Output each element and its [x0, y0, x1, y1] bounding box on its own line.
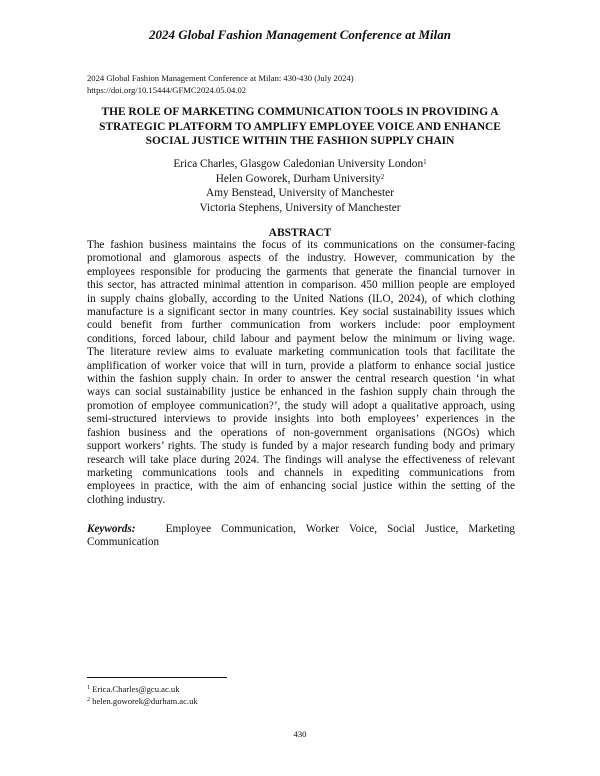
email-link[interactable]: helen.goworek@durham.ac.uk: [92, 696, 198, 706]
footnote-marker: 1: [423, 158, 427, 166]
abstract-heading: ABSTRACT: [268, 227, 332, 239]
abstract-line: amplification of worker voice that will in turn, provide a platform to enhance social justice: [87, 359, 515, 372]
abstract-line: could benefit from further communication from workers include: poor employment: [87, 319, 515, 332]
abstract-line: within the fashion supply chain. In order to answer the central research question ‘in what: [87, 373, 515, 386]
author-name: Helen Goworek, Durham University: [215, 172, 381, 185]
abstract-line: employees in practice, with the aim of enhancing social justice within the setting of the: [87, 480, 515, 493]
title-line: SOCIAL JUSTICE WITHIN THE FASHION SUPPLY CHAIN: [145, 135, 455, 147]
abstract-line: this sector, has attracted minimal attention in comparison. 450 million people are employed: [87, 279, 515, 292]
abstract-line: semi-structured interviews to provide insights into both employees’ experiences in the: [87, 413, 515, 426]
author-line: [0, 172, 600, 187]
author-name: Erica Charles, Glasgow Caledonian University London: [173, 158, 424, 170]
abstract-line: fashion business and the operations of non-government organisations (NGOs) which: [87, 426, 515, 439]
keywords-list: Employee Communication, Worker Voice, Social Justice, Marketing: [165, 523, 516, 535]
footnote: [87, 695, 387, 707]
doi-link[interactable]: https://doi.org/10.15444/GFMC2024.05.04.02: [87, 85, 247, 95]
paper-title: [80, 105, 520, 149]
abstract-line: research will take place during 2024. The findings will analyse the effectiveness of relevant: [87, 453, 515, 466]
title-line: THE ROLE OF MARKETING COMMUNICATION TOOLS IN PROVIDING A: [101, 106, 499, 118]
author-name: Amy Benstead, University of Manchester: [206, 187, 394, 199]
abstract-line: conditions, forced labour, child labour and payment below the minimum or living wage.: [87, 332, 515, 345]
abstract-line: clothing industry.: [87, 493, 166, 506]
author-name: Victoria Stephens, University of Manchester: [199, 201, 401, 214]
abstract-line: marketing communications tools and channels in expediting communications from: [87, 466, 515, 479]
page-number: 430: [293, 729, 307, 739]
title-line: STRATEGIC PLATFORM TO AMPLIFY EMPLOYEE VOICE AND ENHANCE: [99, 120, 501, 133]
author-line: [0, 157, 600, 172]
abstract-line: promotional and glamorous aspects of the industry. However, communication by the: [87, 252, 515, 265]
footnote-marker: 1: [87, 685, 90, 691]
abstract-body: [87, 239, 515, 507]
abstract-line: employees responsible for producing the garments that generate the financial turnover in: [87, 265, 515, 278]
abstract-line: support workers’ rights. The study is funded by a major research funding body and primary: [87, 440, 515, 453]
abstract-line: The fashion business maintains the focus of its communications on the consumer-facing: [87, 239, 515, 251]
footnote-marker: 2: [87, 697, 90, 703]
abstract-line: manufacture is a significant sector in many countries. Key social sustainability issues which: [87, 306, 515, 319]
abstract-line: promotion of employee communication?’, the study will adopt a qualitative approach, using: [87, 399, 515, 412]
footnote: [87, 683, 387, 695]
author-list: [0, 157, 600, 215]
footnotes: [87, 683, 387, 707]
abstract-line: in supply chains globally, according to the United Nations (ILO, 2024), of which clothing: [87, 292, 515, 305]
author-line: [0, 201, 600, 216]
keywords-line: [87, 523, 515, 536]
citation-line: 2024 Global Fashion Management Conference at Milan: 430-430 (July 2024): [87, 73, 354, 83]
keywords-block: [87, 523, 515, 550]
keywords-line: Communication: [87, 536, 160, 549]
footnote-marker: 2: [380, 172, 385, 181]
footnote-divider: [87, 677, 227, 678]
abstract-line: ways can social sustainability justice be enhanced in the fashion supply chain through the: [87, 386, 515, 399]
author-line: [0, 186, 600, 201]
citation-block: [87, 72, 527, 96]
running-head: 2024 Global Fashion Management Conference at Milan: [149, 27, 451, 42]
keywords-label: Keywords:: [87, 523, 136, 535]
abstract-line: The literature review aims to evaluate marketing communication tools that facilitate the: [87, 346, 515, 359]
email-link[interactable]: Erica.Charles@gcu.ac.uk: [92, 684, 180, 694]
